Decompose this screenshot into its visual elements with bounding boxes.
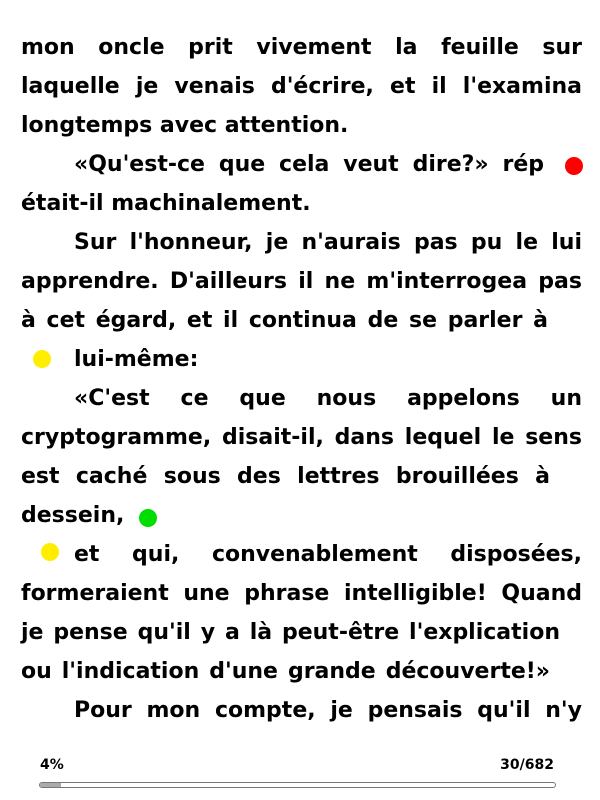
progress-percent: 4% xyxy=(40,757,64,773)
page-counter: 30/682 xyxy=(500,757,554,773)
yellow-annotation-marker[interactable] xyxy=(41,543,59,561)
reading-progress-bar[interactable] xyxy=(39,782,556,788)
text-line: ou l'indication d'une grande découverte!» xyxy=(21,659,550,684)
text-line: mon oncle prit vivement la feuille sur xyxy=(21,35,582,60)
text-line: Pour mon compte, je pensais qu'il n'y xyxy=(74,698,582,723)
text-line: est caché sous des lettres brouillées à xyxy=(21,464,550,489)
text-line: apprendre. D'ailleurs il ne m'interrogea pas xyxy=(21,269,582,294)
text-line: dessein, xyxy=(21,503,125,528)
text-line: je pense qu'il y a là peut-être l'explication xyxy=(21,620,560,645)
text-line: Sur l'honneur, je n'aurais pas pu le lui xyxy=(74,230,582,255)
text-line: longtemps avec attention. xyxy=(21,113,349,138)
text-line: à cet égard, et il continua de se parler à xyxy=(21,308,548,333)
progress-bar-fill xyxy=(40,783,61,787)
green-annotation-marker[interactable] xyxy=(139,509,157,527)
text-line: «Qu'est-ce que cela veut dire?» rép xyxy=(74,152,544,177)
text-line: formeraient une phrase intelligible! Quand xyxy=(21,581,582,606)
text-line: laquelle je venais d'écrire, et il l'examina xyxy=(21,74,582,99)
yellow-annotation-marker[interactable] xyxy=(33,350,51,368)
text-line: «C'est ce que nous appelons un xyxy=(74,386,582,411)
text-line: lui-même: xyxy=(74,347,199,372)
text-line: cryptogramme, disait-il, dans lequel le sens xyxy=(21,425,582,450)
text-line: et qui, convenablement disposées, xyxy=(74,542,582,567)
red-annotation-marker[interactable] xyxy=(565,157,583,175)
text-line: était-il machinalement. xyxy=(21,191,311,216)
